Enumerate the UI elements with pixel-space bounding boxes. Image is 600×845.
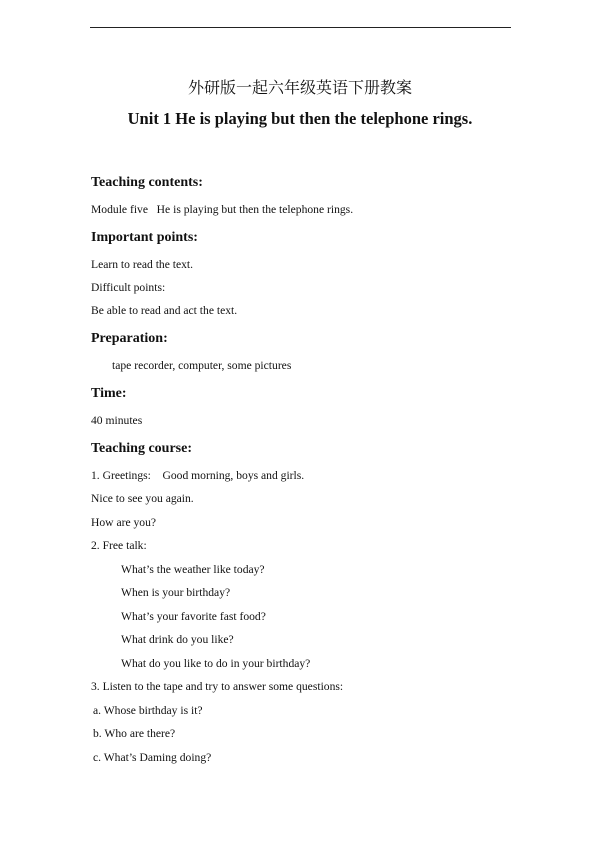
document-title-chinese: 外研版一起六年级英语下册教案 bbox=[187, 78, 412, 97]
preparation-text: tape recorder, computer, some pictures bbox=[112, 359, 292, 372]
course-line: How are you? bbox=[91, 516, 157, 529]
course-line: a. Whose birthday is it? bbox=[93, 704, 203, 717]
header-rule bbox=[90, 27, 511, 28]
course-line: b. Who are there? bbox=[93, 727, 176, 740]
course-line: c. What’s Daming doing? bbox=[93, 751, 212, 764]
course-line: What do you like to do in your birthday? bbox=[121, 657, 311, 670]
heading-time: Time: bbox=[91, 386, 127, 401]
heading-teaching-contents: Teaching contents: bbox=[91, 175, 203, 190]
important-point-line: Learn to read the text. bbox=[91, 258, 194, 271]
important-point-line: Difficult points: bbox=[91, 281, 166, 294]
course-line: 2. Free talk: bbox=[91, 539, 147, 552]
heading-preparation: Preparation: bbox=[91, 331, 168, 346]
course-line: When is your birthday? bbox=[121, 586, 231, 599]
heading-important-points: Important points: bbox=[91, 230, 198, 245]
heading-teaching-course: Teaching course: bbox=[91, 441, 192, 456]
course-line: 1. Greetings: Good morning, boys and girls. bbox=[91, 469, 305, 482]
course-line: 3. Listen to the tape and try to answer some questions: bbox=[91, 680, 344, 693]
course-line: Nice to see you again. bbox=[91, 492, 194, 505]
course-line: What drink do you like? bbox=[121, 633, 234, 646]
time-text: 40 minutes bbox=[91, 414, 143, 427]
teaching-contents-text: Module five He is playing but then the telephone rings. bbox=[91, 203, 354, 216]
important-point-line: Be able to read and act the text. bbox=[91, 304, 238, 317]
course-line: What’s the weather like today? bbox=[121, 563, 265, 576]
document-title-english: Unit 1 He is playing but then the telephone rings. bbox=[127, 109, 473, 128]
course-line: What’s your favorite fast food? bbox=[121, 610, 266, 623]
